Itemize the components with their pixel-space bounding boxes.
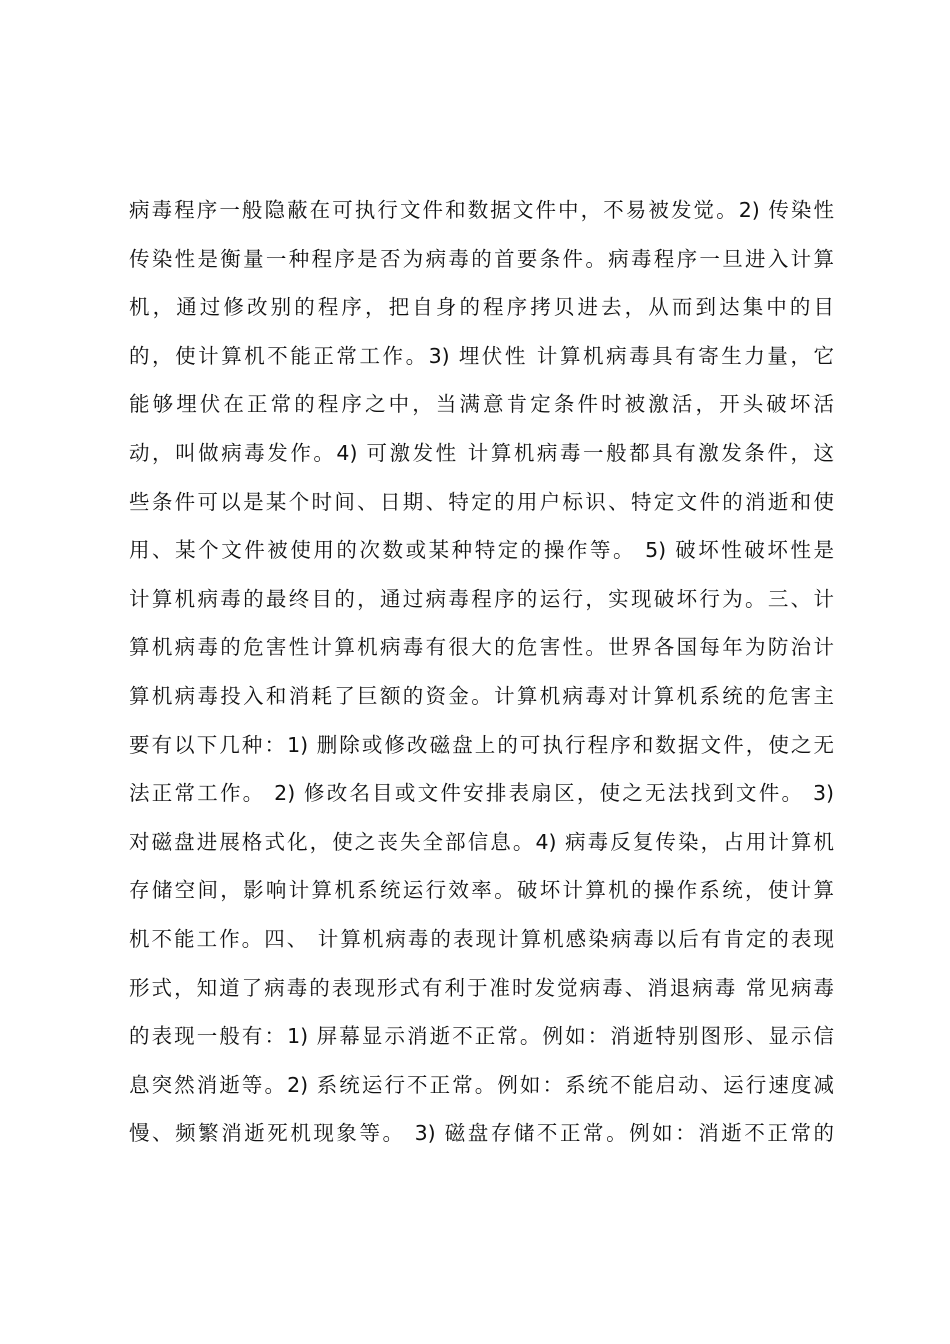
text-line: 些条件可以是某个时间、日期、特定的用户标识、特定文件的消逝和使 (129, 489, 834, 514)
body-text (129, 186, 834, 1158)
text-line: 病毒程序一般隐蔽在可执行文件和数据文件中，不易被发觉。2) 传染性 (129, 198, 834, 222)
text-line: 慢、频繁消逝死机现象等。 3) 磁盘存储不正常。例如：消逝不正常的 (129, 1121, 834, 1146)
text-line: 机，通过修改别的程序，把自身的程序拷贝进去，从而到达集中的目 (129, 295, 834, 320)
text-line: 机不能工作。四、 计算机病毒的表现计算机感染病毒以后有肯定的表现 (129, 926, 834, 951)
text-line: 的表现一般有：1) 屏幕显示消逝不正常。例如：消逝特别图形、显示信 (129, 1024, 834, 1049)
text-line: 动，叫做病毒发作。4) 可激发性 计算机病毒一般都具有激发条件，这 (129, 440, 834, 465)
text-line: 形式，知道了病毒的表现形式有利于准时发觉病毒、消退病毒 常见病毒 (129, 975, 834, 1000)
text-line: 要有以下几种：1) 删除或修改磁盘上的可执行程序和数据文件，使之无 (129, 732, 834, 757)
text-line: 传染性是衡量一种程序是否为病毒的首要条件。病毒程序一旦进入计算 (129, 246, 834, 271)
text-line: 计算机病毒的最终目的，通过病毒程序的运行，实现破坏行为。三、计 (129, 586, 834, 611)
text-line: 法正常工作。 2) 修改名目或文件安排表扇区，使之无法找到文件。 3) (129, 781, 834, 806)
text-line: 息突然消逝等。2) 系统运行不正常。例如：系统不能启动、运行速度减 (129, 1072, 834, 1097)
text-line: 用、某个文件被使用的次数或某种特定的操作等。 5) 破坏性破坏性是 (129, 538, 834, 563)
text-line: 存储空间，影响计算机系统运行效率。破坏计算机的操作系统，使计算 (129, 878, 834, 903)
text-line: 算机病毒投入和消耗了巨额的资金。计算机病毒对计算机系统的危害主 (129, 683, 834, 708)
text-line: 能够埋伏在正常的程序之中，当满意肯定条件时被激活，开头破坏活 (129, 392, 834, 417)
text-line: 的，使计算机不能正常工作。3) 埋伏性 计算机病毒具有寄生力量，它 (129, 343, 834, 368)
text-line: 对磁盘进展格式化，使之丧失全部信息。4) 病毒反复传染，占用计算机 (129, 829, 834, 854)
text-line: 算机病毒的危害性计算机病毒有很大的危害性。世界各国每年为防治计 (129, 635, 834, 660)
